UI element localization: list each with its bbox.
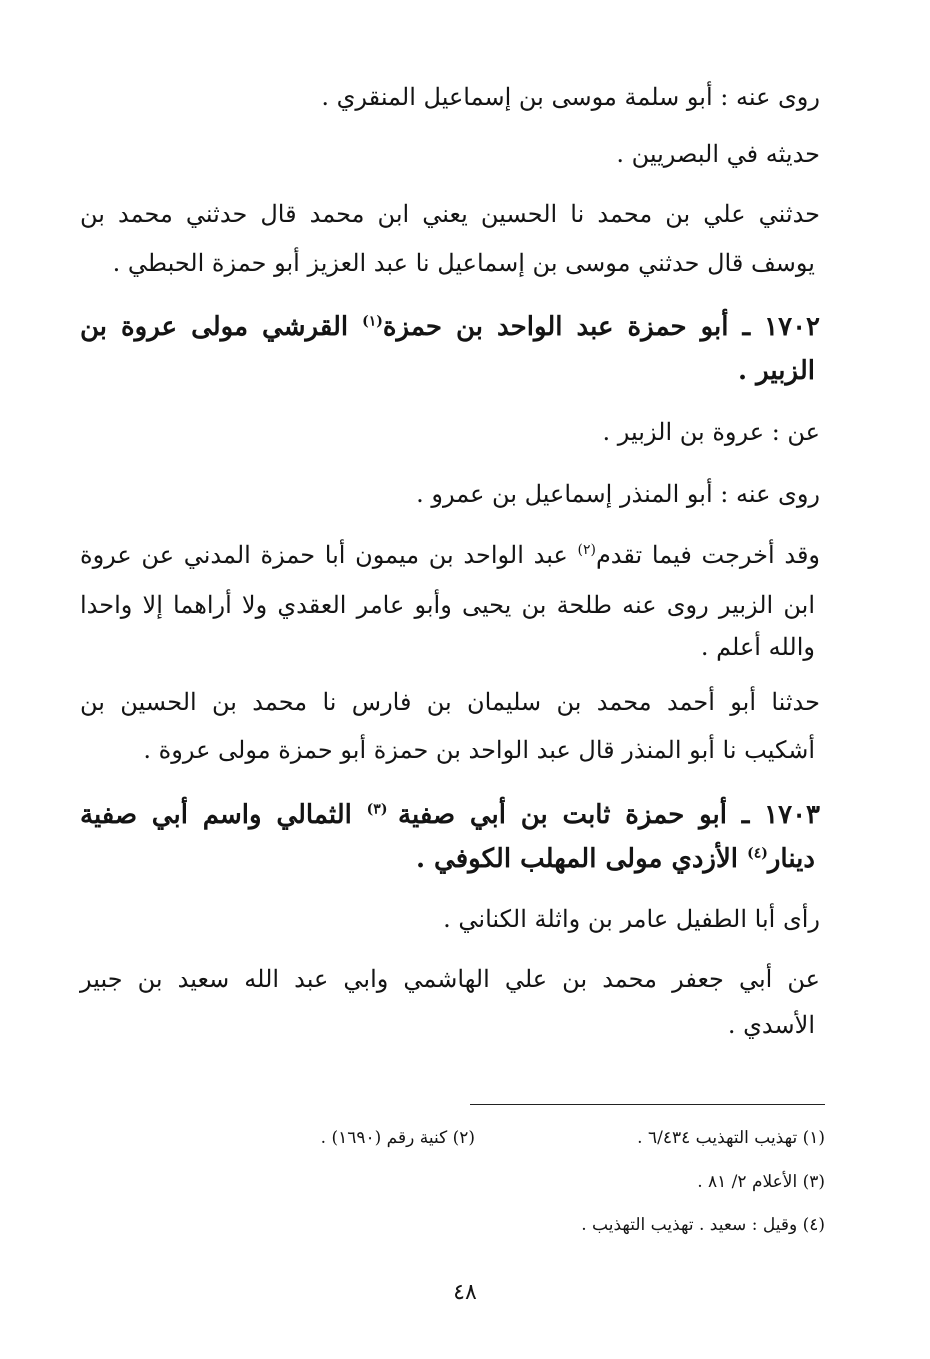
footnote-1: (١) تهذيب التهذيب ٦/٤٣٤ .: [637, 1128, 825, 1148]
entry-heading-1703: ١٧٠٣ ـ أبو حمزة ثابت بن أبي صفية $^{(٣)}$ الثمالي واسم أبي صفية: [80, 800, 821, 830]
text-line: أشكيب نا أبو المنذر قال عبد الواحد بن حمزة أبو حمزة مولى عروة .: [143, 736, 815, 764]
page-number: ٤٨: [453, 1280, 477, 1305]
text-line: حديثه في البصريين .: [616, 140, 820, 168]
text-line: روى عنه : أبو المنذر إسماعيل بن عمرو .: [416, 480, 820, 508]
footnote-3: (٣) الأعلام ٢/ ٨١ .: [697, 1172, 825, 1192]
text-line: حدثني علي بن محمد نا الحسين يعني ابن محمد قال حدثني محمد بن: [80, 200, 820, 228]
footnote-2: (٢) كنية رقم (١٦٩٠) .: [320, 1128, 475, 1148]
text-line: عن : عروة بن الزبير .: [602, 418, 820, 446]
text-line: حدثنا أبو أحمد محمد بن سليمان بن فارس نا محمد بن الحسين بن: [80, 688, 820, 716]
footnote-4: (٤) وقيل : سعيد . تهذيب التهذيب .: [581, 1215, 825, 1235]
text-line: ابن الزبير روى عنه طلحة بن يحيى وأبو عامر العقدي ولا أراهما إلا واحدا: [80, 591, 815, 619]
text-line: وقد أخرجت فيما تقدم$^{(٢)}$ عبد الواحد بن ميمون أبا حمزة المدني عن عروة: [80, 541, 821, 569]
footnote-ref: (٣): [366, 801, 399, 818]
text-line: عن أبي جعفر محمد بن علي الهاشمي وابي عبد الله سعيد بن جبير: [80, 965, 820, 993]
entry-heading-1703-cont: دينار$^{(٤)}$ الأزدي مولى المهلب الكوفي .: [415, 844, 815, 874]
text-line: روى عنه : أبو سلمة موسى بن إسماعيل المنقري .: [321, 83, 820, 111]
footnote-ref: (٤): [747, 845, 768, 862]
text-line: الأسدي .: [727, 1011, 815, 1039]
entry-heading-1702-cont: الزبير .: [737, 356, 815, 386]
entry-heading-1702: ١٧٠٢ ـ أبو حمزة عبد الواحد بن حمزة$^{(١)}$ القرشي مولى عروة بن: [80, 312, 820, 342]
footnote-divider: [470, 1104, 825, 1105]
footnote-ref: (١): [362, 313, 383, 330]
footnote-ref: (٢): [577, 542, 596, 558]
text-line: والله أعلم .: [700, 633, 815, 661]
text-line: رأى أبا الطفيل عامر بن واثلة الكناني .: [443, 905, 820, 933]
text-line: يوسف قال حدثني موسى بن إسماعيل نا عبد العزيز أبو حمزة الحبطي .: [112, 249, 815, 277]
